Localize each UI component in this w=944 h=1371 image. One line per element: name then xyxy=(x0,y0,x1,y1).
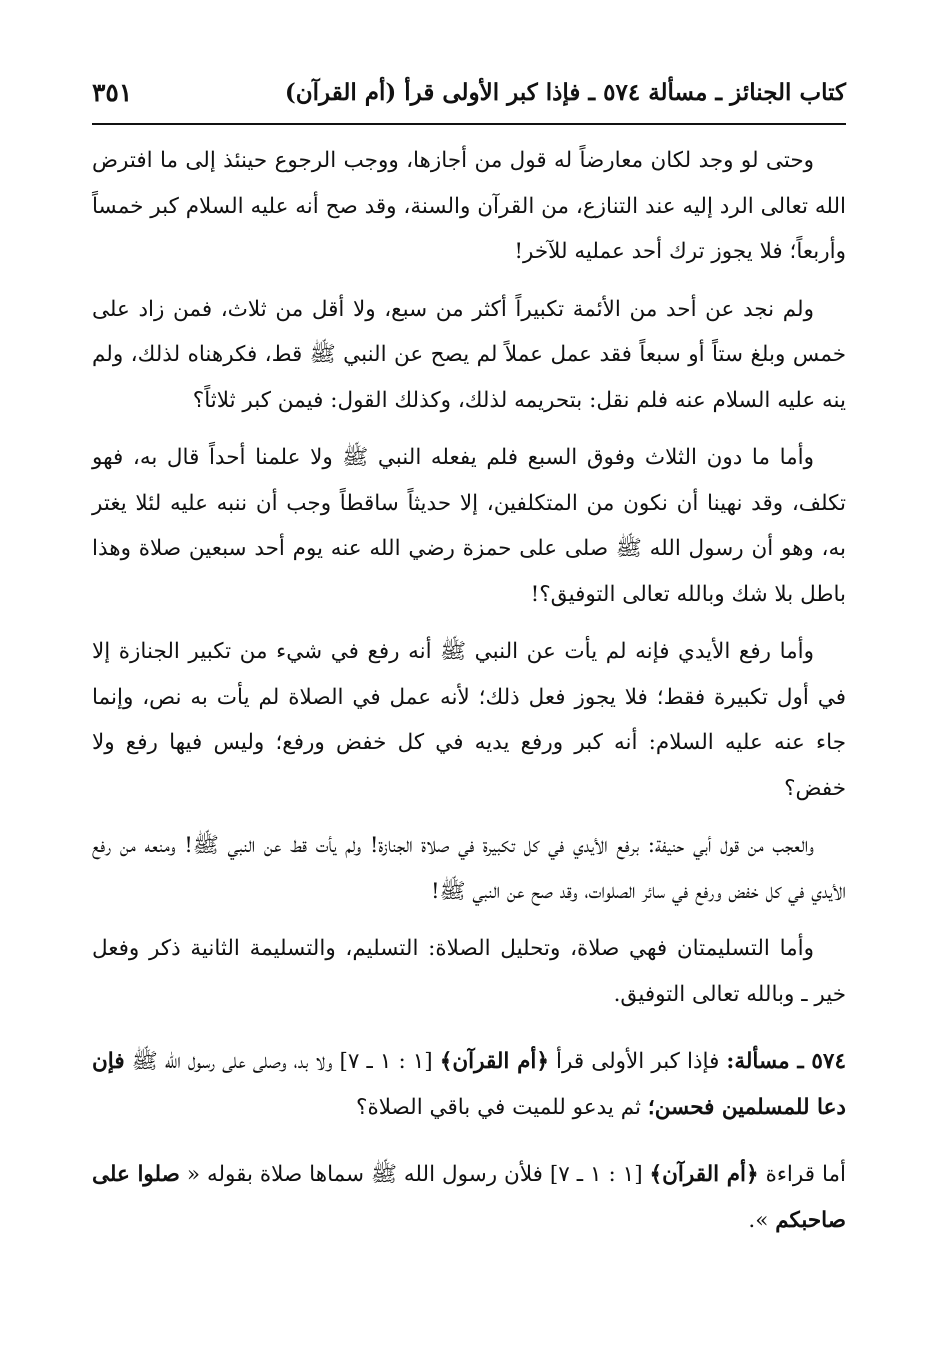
final-mid: فلأن رسول الله ﷺ سماها صلاة بقوله xyxy=(206,1162,543,1187)
paragraph-2: ولم نجد عن أحد من الأئمة تكبيراً أكثر من سبع، ولا أقل من ثلاث، فمن زاد على خمس وبلغ ستاً أو سبعاً فقد عمل عملاً لم يصح عن النبي ﷺ قط، فكرهناه لذلك، ولم ينه عليه السلام عنه فلم نقل: بتحريمه لذلك، وكذلك القول: فيمن كبر ثلاثاً؟ xyxy=(92,296,846,413)
final-quran-ref: ﴿أم القرآن﴾ xyxy=(649,1162,759,1187)
masala-ayah-ref: [١ : ١ ـ ٧] xyxy=(339,1049,433,1074)
paragraph-1: وحتى لو وجد لكان معارضاً له قول من أجازها، ووجب الرجوع حينئذ إلى ما افترض الله تعالى الرد إليه عند التنازع، من القرآن والسنة، وقد صح أنه عليه السلام كبر خمساً وأربعاً؛ فلا يجوز ترك أحد عمليه للآخر! xyxy=(92,148,846,264)
running-title: كتاب الجنائز ـ مسألة ٥٧٤ ـ فإذا كبر الأولى قرأ (أم القرآن) xyxy=(284,78,846,106)
paragraph-6: وأما التسليمتان فهي صلاة، وتحليل الصلاة: التسليم، والتسليمة الثانية ذكر وفعل خير ـ وبالله تعالى التوفيق. xyxy=(92,936,846,1007)
paragraph-4: وأما رفع الأيدي فإنه لم يأت عن النبي ﷺ أنه رفع في شيء من تكبير الجنازة إلا في أول تكبيرة فقط؛ فلا يجوز فعل ذلك؛ لأنه عمل في الصلاة لم يأت به نص، وإنما جاء عنه عليه السلام: أنه كبر ورفع يديه في كل خفض ورفع؛ وليس فيها رفع ولا خفض؟ xyxy=(92,639,846,801)
quote-close: ». xyxy=(748,1207,769,1233)
running-header xyxy=(92,72,846,112)
masala-quran-ref: ﴿أم القرآن﴾ xyxy=(439,1049,549,1074)
masala-heading: فإذا كبر الأولى قرأ xyxy=(556,1049,720,1074)
masala-text-b: ثم يدعو للميت في باقي الصلاة؟ xyxy=(356,1094,642,1120)
page-number: ٣٥١ xyxy=(92,77,133,107)
paragraph-3: وأما ما دون الثلاث وفوق السبع فلم يفعله النبي ﷺ ولا علمنا أحداً قال به، فهو تكلف، وقد نهينا أن نكون من المتكلفين، إلا حديثاً ساقطاً وجب أن ننبه عليه لئلا يغتر به، وهو أن رسول الله ﷺ صلى على حمزة رضي الله عنه يوم أحد سبعين صلاة وهذا باطل بلا شك وبالله تعالى التوفيق؟! xyxy=(92,445,846,607)
quote-open: « xyxy=(186,1162,200,1187)
final-paragraph xyxy=(92,1152,846,1243)
final-ayah-ref: [١ : ١ ـ ٧] xyxy=(549,1162,643,1187)
header-rule xyxy=(92,123,846,125)
masala-574 xyxy=(92,1039,846,1130)
masala-number: ٥٧٤ ـ مسألة: xyxy=(726,1049,847,1074)
page-body xyxy=(92,138,846,1243)
paragraph-5: والعجب من قول أبي حنيفة: برفع الأيدي في كل تكبيرة في صلاة الجنازة! ولم يأت قط عن النبي ﷺ! ومنعه من رفع الأيدي في كل خفض ورفع في سائر الصلوات، وقد صح عن النبي ﷺ! xyxy=(92,833,846,904)
final-pre: أما قراءة xyxy=(765,1162,847,1187)
masala-text-bold: فإن دعا للمسلمين فحسن؛ xyxy=(92,1049,846,1120)
masala-text-a: ولا بد، وصلى على رسول الله ﷺ xyxy=(131,1049,333,1074)
hadith-quote: صلوا على صاحبكم xyxy=(92,1162,846,1233)
